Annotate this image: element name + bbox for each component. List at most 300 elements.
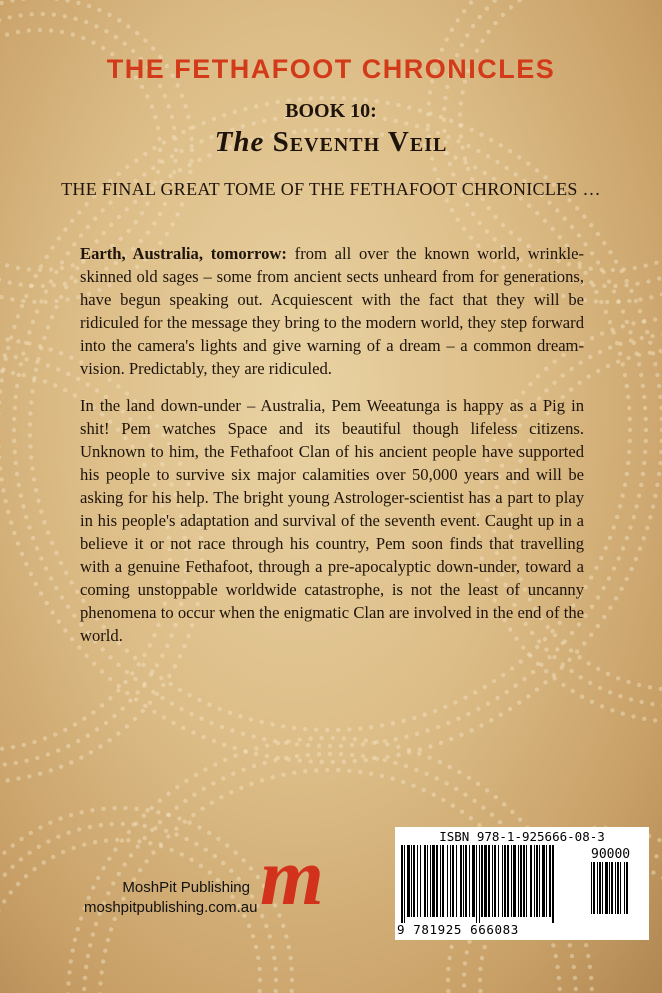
pattern-dot bbox=[615, 341, 619, 345]
pattern-dot bbox=[180, 94, 184, 98]
pattern-dot bbox=[476, 782, 480, 786]
pattern-dot bbox=[485, 788, 489, 792]
pattern-dot bbox=[98, 981, 102, 985]
pattern-dot bbox=[644, 428, 648, 432]
pattern-dot bbox=[21, 0, 25, 1]
pattern-dot bbox=[174, 832, 178, 836]
pattern-dot bbox=[604, 310, 608, 314]
pattern-dot bbox=[151, 46, 155, 50]
pattern-dot bbox=[14, 461, 18, 465]
barcode-bar bbox=[511, 845, 512, 917]
pattern-dot bbox=[284, 741, 288, 745]
pattern-dot bbox=[478, 15, 482, 19]
pattern-dot bbox=[148, 841, 152, 845]
pattern-dot bbox=[209, 721, 213, 725]
pattern-dot bbox=[73, 279, 77, 283]
pattern-dot bbox=[81, 36, 85, 40]
pattern-dot bbox=[309, 759, 313, 763]
barcode-bar bbox=[484, 845, 487, 917]
pattern-dot bbox=[45, 255, 49, 259]
pattern-dot bbox=[59, 561, 63, 565]
pattern-dot bbox=[508, 707, 512, 711]
barcode-bar bbox=[536, 845, 538, 917]
pattern-dot bbox=[46, 530, 50, 534]
pattern-dot bbox=[11, 371, 15, 375]
ean-barcode-bars bbox=[401, 845, 585, 923]
pattern-dot bbox=[197, 825, 201, 829]
pattern-dot bbox=[54, 305, 58, 309]
pattern-dot bbox=[39, 264, 43, 268]
pattern-dot bbox=[53, 383, 57, 387]
pattern-dot bbox=[86, 954, 90, 958]
pattern-dot bbox=[84, 202, 88, 206]
pattern-dot bbox=[478, 989, 482, 993]
barcode-bar bbox=[534, 845, 535, 917]
barcode-bar bbox=[411, 845, 412, 917]
pattern-dot bbox=[561, 683, 565, 687]
pattern-dot bbox=[155, 692, 159, 696]
pattern-dot bbox=[628, 439, 632, 443]
pattern-dot bbox=[648, 341, 652, 345]
pattern-dot bbox=[493, 215, 497, 219]
pattern-dot bbox=[152, 710, 156, 714]
pattern-dot bbox=[358, 770, 362, 774]
pattern-dot bbox=[325, 728, 329, 732]
pattern-dot bbox=[448, 162, 452, 166]
pattern-dot bbox=[19, 494, 23, 498]
pattern-dot bbox=[72, 614, 76, 618]
pattern-dot bbox=[52, 13, 56, 17]
pattern-dot bbox=[82, 843, 86, 847]
pattern-dot bbox=[34, 488, 38, 492]
pattern-dot bbox=[629, 289, 633, 293]
pattern-dot bbox=[93, 216, 97, 220]
pattern-dot bbox=[258, 978, 262, 982]
pattern-dot bbox=[76, 739, 80, 743]
pattern-dot bbox=[380, 774, 384, 778]
pattern-dot bbox=[342, 736, 346, 740]
pattern-dot bbox=[101, 807, 105, 811]
pattern-dot bbox=[202, 787, 206, 791]
pattern-dot bbox=[467, 940, 471, 944]
pattern-dot bbox=[320, 736, 324, 740]
pattern-dot bbox=[478, 221, 482, 225]
pattern-dot bbox=[107, 13, 111, 17]
pattern-dot bbox=[141, 709, 145, 713]
pattern-dot bbox=[638, 297, 642, 301]
pattern-dot bbox=[554, 954, 558, 958]
pattern-dot bbox=[45, 601, 49, 605]
pattern-dot bbox=[24, 515, 28, 519]
pattern-dot bbox=[129, 853, 133, 857]
isbn-number: ISBN 978-1-925666-08-3 bbox=[439, 829, 605, 844]
pattern-dot bbox=[637, 494, 641, 498]
pattern-dot bbox=[233, 851, 237, 855]
pattern-dot bbox=[158, 799, 162, 803]
pattern-dot bbox=[229, 790, 233, 794]
pattern-dot bbox=[501, 673, 505, 677]
pattern-dot bbox=[249, 717, 253, 721]
pattern-dot bbox=[251, 734, 255, 738]
pattern-dot bbox=[480, 39, 484, 43]
pattern-dot bbox=[573, 976, 577, 980]
pattern-dot bbox=[440, 48, 444, 52]
pattern-dot bbox=[563, 216, 567, 220]
pattern-dot bbox=[146, 230, 150, 234]
pattern-dot bbox=[358, 726, 362, 730]
pattern-dot bbox=[309, 737, 313, 741]
pattern-dot bbox=[432, 793, 436, 797]
pattern-dot bbox=[27, 774, 31, 778]
pattern-dot bbox=[65, 297, 69, 301]
pattern-dot bbox=[77, 210, 81, 214]
pattern-dot bbox=[113, 847, 117, 851]
pattern-dot bbox=[16, 314, 20, 318]
pattern-dot bbox=[495, 160, 499, 164]
pattern-dot bbox=[163, 202, 167, 206]
pattern-dot bbox=[221, 776, 225, 780]
pattern-dot bbox=[642, 395, 646, 399]
pattern-dot bbox=[243, 749, 247, 753]
pattern-dot bbox=[142, 172, 146, 176]
pattern-dot bbox=[180, 202, 184, 206]
pattern-dot bbox=[24, 357, 28, 361]
pattern-dot bbox=[401, 780, 405, 784]
pattern-dot bbox=[644, 264, 648, 268]
pattern-dot bbox=[589, 633, 593, 637]
pattern-dot bbox=[460, 810, 464, 814]
book-number: BOOK 10: bbox=[285, 100, 377, 122]
pattern-dot bbox=[61, 850, 65, 854]
pattern-dot bbox=[233, 753, 237, 757]
pattern-dot bbox=[372, 741, 376, 745]
pattern-dot bbox=[20, 552, 24, 556]
pattern-dot bbox=[624, 283, 628, 287]
pattern-dot bbox=[66, 605, 70, 609]
pattern-dot bbox=[303, 769, 307, 773]
pattern-dot bbox=[453, 700, 457, 704]
pattern-dot bbox=[505, 166, 509, 170]
pattern-dot bbox=[2, 851, 6, 855]
pattern-dot bbox=[66, 981, 70, 985]
pattern-dot bbox=[611, 268, 615, 272]
barcode-bar bbox=[539, 845, 540, 917]
pattern-dot bbox=[265, 754, 269, 758]
book-title-main: Seventh Veil bbox=[272, 126, 448, 158]
pattern-dot bbox=[450, 28, 454, 32]
pattern-dot bbox=[483, 685, 487, 689]
pattern-dot bbox=[558, 987, 562, 991]
pattern-dot bbox=[589, 223, 593, 227]
pattern-dot bbox=[173, 664, 177, 668]
pattern-dot bbox=[16, 882, 20, 886]
pattern-dot bbox=[328, 752, 332, 756]
pattern-dot bbox=[71, 263, 75, 267]
pattern-dot bbox=[177, 816, 181, 820]
pattern-dot bbox=[133, 677, 137, 681]
pattern-dot bbox=[166, 792, 170, 796]
pattern-dot bbox=[539, 663, 543, 667]
pattern-dot bbox=[10, 865, 14, 869]
pattern-dot bbox=[257, 989, 261, 993]
pattern-dot bbox=[260, 720, 264, 724]
pattern-dot bbox=[60, 266, 64, 270]
pattern-dot bbox=[210, 801, 214, 805]
pattern-dot bbox=[608, 320, 612, 324]
barcode-bar bbox=[472, 845, 475, 917]
pattern-dot bbox=[555, 965, 559, 969]
pattern-dot bbox=[640, 700, 644, 704]
pattern-dot bbox=[125, 207, 129, 211]
pattern-dot bbox=[142, 683, 146, 687]
pattern-dot bbox=[535, 687, 539, 691]
pattern-dot bbox=[28, 422, 32, 426]
pattern-dot bbox=[396, 753, 400, 757]
pattern-dot bbox=[254, 945, 258, 949]
pattern-dot bbox=[143, 704, 147, 708]
pattern-dot bbox=[325, 768, 329, 772]
pattern-dot bbox=[94, 24, 98, 28]
pattern-dot bbox=[189, 712, 193, 716]
pattern-dot bbox=[551, 943, 555, 947]
pattern-dot bbox=[63, 628, 67, 632]
pattern-dot bbox=[627, 299, 631, 303]
pattern-dot bbox=[88, 943, 92, 947]
pattern-dot bbox=[492, 679, 496, 683]
pattern-dot bbox=[369, 725, 373, 729]
pattern-dot bbox=[125, 670, 129, 674]
pattern-dot bbox=[427, 756, 431, 760]
pattern-dot bbox=[12, 417, 16, 421]
barcode-bar bbox=[520, 845, 522, 917]
pattern-dot bbox=[654, 261, 658, 265]
pattern-dot bbox=[637, 683, 641, 687]
pattern-dot bbox=[602, 586, 606, 590]
pattern-dot bbox=[30, 389, 34, 393]
pattern-dot bbox=[273, 739, 277, 743]
pattern-dot bbox=[479, 723, 483, 727]
pattern-dot bbox=[178, 168, 182, 172]
pattern-dot bbox=[170, 222, 174, 226]
pattern-dot bbox=[121, 822, 125, 826]
pattern-dot bbox=[583, 242, 587, 246]
pattern-dot bbox=[35, 546, 39, 550]
pattern-dot bbox=[76, 1, 80, 5]
pattern-dot bbox=[614, 596, 618, 600]
pattern-dot bbox=[151, 166, 155, 170]
pattern-dot bbox=[462, 9, 466, 13]
pattern-dot bbox=[625, 384, 629, 388]
pattern-dot bbox=[451, 172, 455, 176]
pattern-dot bbox=[34, 368, 38, 372]
pattern-dot bbox=[94, 922, 98, 926]
pattern-dot bbox=[102, 231, 106, 235]
pattern-dot bbox=[634, 351, 638, 355]
pattern-dot bbox=[653, 362, 657, 366]
pattern-dot bbox=[183, 799, 187, 803]
pattern-dot bbox=[480, 956, 484, 960]
pattern-dot bbox=[602, 615, 606, 619]
pattern-dot bbox=[212, 739, 216, 743]
pattern-dot bbox=[292, 726, 296, 730]
pattern-dot bbox=[104, 839, 108, 843]
pattern-dot bbox=[13, 406, 17, 410]
pattern-dot bbox=[641, 384, 645, 388]
pattern-dot bbox=[207, 831, 211, 835]
pattern-dot bbox=[3, 357, 7, 361]
pattern-dot bbox=[54, 551, 58, 555]
pattern-dot bbox=[607, 576, 611, 580]
pattern-dot bbox=[651, 351, 655, 355]
pattern-dot bbox=[133, 200, 137, 204]
pattern-dot bbox=[625, 279, 629, 283]
pattern-dot bbox=[127, 229, 131, 233]
pattern-dot bbox=[15, 384, 19, 388]
pattern-dot bbox=[615, 515, 619, 519]
pattern-dot bbox=[658, 461, 662, 465]
pattern-dot bbox=[476, 707, 480, 711]
pattern-dot bbox=[170, 702, 174, 706]
pattern-dot bbox=[272, 956, 276, 960]
publisher-logo-letter: m bbox=[260, 838, 324, 918]
pattern-dot bbox=[614, 259, 618, 263]
pattern-dot bbox=[19, 857, 23, 861]
pattern-dot bbox=[145, 201, 149, 205]
pattern-dot bbox=[594, 290, 598, 294]
pattern-dot bbox=[135, 31, 139, 35]
pattern-dot bbox=[535, 211, 539, 215]
pattern-dot bbox=[314, 768, 318, 772]
pattern-dot bbox=[123, 862, 127, 866]
pattern-dot bbox=[510, 810, 514, 814]
pattern-dot bbox=[466, 712, 470, 716]
pattern-dot bbox=[0, 378, 4, 382]
pattern-dot bbox=[0, 400, 1, 404]
pattern-dot bbox=[254, 746, 258, 750]
pattern-dot bbox=[599, 556, 603, 560]
pattern-dot bbox=[249, 782, 253, 786]
pattern-dot bbox=[151, 690, 155, 694]
pattern-dot bbox=[159, 844, 163, 848]
pattern-dot bbox=[492, 0, 496, 3]
pattern-dot bbox=[99, 823, 103, 827]
pattern-dot bbox=[306, 753, 310, 757]
pattern-dot bbox=[50, 245, 54, 249]
barcode-bar bbox=[611, 862, 613, 914]
pattern-dot bbox=[459, 733, 463, 737]
pattern-dot bbox=[89, 750, 93, 754]
pattern-dot bbox=[50, 541, 54, 545]
pattern-dot bbox=[629, 567, 633, 571]
pattern-dot bbox=[54, 586, 58, 590]
pattern-dot bbox=[28, 444, 32, 448]
pattern-dot bbox=[34, 274, 38, 278]
pattern-dot bbox=[579, 675, 583, 679]
pattern-dot bbox=[18, 13, 22, 17]
pattern-dot bbox=[56, 835, 60, 839]
pattern-dot bbox=[207, 703, 211, 707]
pattern-dot bbox=[331, 736, 335, 740]
pattern-dot bbox=[375, 757, 379, 761]
pattern-dot bbox=[116, 731, 120, 735]
pattern-dot bbox=[153, 826, 157, 830]
pattern-dot bbox=[483, 171, 487, 175]
pattern-dot bbox=[54, 0, 58, 1]
pattern-dot bbox=[428, 90, 432, 94]
pattern-dot bbox=[552, 673, 556, 677]
pattern-dot bbox=[117, 172, 121, 176]
pattern-dot bbox=[501, 13, 505, 17]
pattern-dot bbox=[471, 24, 475, 28]
pattern-dot bbox=[268, 934, 272, 938]
pattern-dot bbox=[65, 0, 69, 3]
pattern-dot bbox=[128, 699, 132, 703]
pattern-dot bbox=[485, 229, 489, 233]
pattern-dot bbox=[644, 439, 648, 443]
pattern-dot bbox=[557, 976, 561, 980]
pattern-dot bbox=[626, 395, 630, 399]
pattern-dot bbox=[197, 698, 201, 702]
pattern-dot bbox=[295, 754, 299, 758]
pattern-dot bbox=[558, 235, 562, 239]
pattern-dot bbox=[646, 279, 650, 283]
pattern-dot bbox=[284, 934, 288, 938]
pattern-dot bbox=[66, 251, 70, 255]
pattern-dot bbox=[131, 49, 135, 53]
pattern-dot bbox=[446, 978, 450, 982]
pattern-dot bbox=[181, 726, 185, 730]
pattern-dot bbox=[123, 806, 127, 810]
pattern-dot bbox=[583, 271, 587, 275]
pattern-dot bbox=[175, 212, 179, 216]
pattern-dot bbox=[63, 14, 67, 18]
pattern-dot bbox=[543, 219, 547, 223]
pattern-dot bbox=[75, 590, 79, 594]
pattern-dot bbox=[449, 737, 453, 741]
pattern-dot bbox=[457, 770, 461, 774]
pattern-dot bbox=[117, 215, 121, 219]
barcode-bar bbox=[450, 845, 451, 917]
pattern-dot bbox=[70, 219, 74, 223]
pattern-dot bbox=[628, 330, 632, 334]
pattern-dot bbox=[651, 870, 655, 874]
pattern-dot bbox=[610, 708, 614, 712]
pattern-dot bbox=[467, 776, 471, 780]
pattern-dot bbox=[75, 266, 79, 270]
pattern-dot bbox=[200, 806, 204, 810]
pattern-dot bbox=[101, 46, 105, 50]
pattern-dot bbox=[20, 304, 24, 308]
pattern-dot bbox=[256, 956, 260, 960]
pattern-dot bbox=[69, 355, 73, 359]
pattern-dot bbox=[39, 556, 43, 560]
pattern-dot bbox=[84, 965, 88, 969]
pattern-dot bbox=[407, 750, 411, 754]
pattern-dot bbox=[49, 576, 53, 580]
pattern-dot bbox=[241, 732, 245, 736]
pattern-dot bbox=[53, 732, 57, 736]
pattern-dot bbox=[32, 740, 36, 744]
pattern-dot bbox=[638, 547, 642, 551]
pattern-dot bbox=[383, 758, 387, 762]
pattern-dot bbox=[588, 355, 592, 359]
pattern-dot bbox=[69, 813, 73, 817]
pattern-dot bbox=[590, 605, 594, 609]
pattern-dot bbox=[456, 218, 460, 222]
pattern-dot bbox=[29, 455, 33, 459]
barcode-bar bbox=[417, 845, 418, 917]
pattern-dot bbox=[144, 859, 148, 863]
